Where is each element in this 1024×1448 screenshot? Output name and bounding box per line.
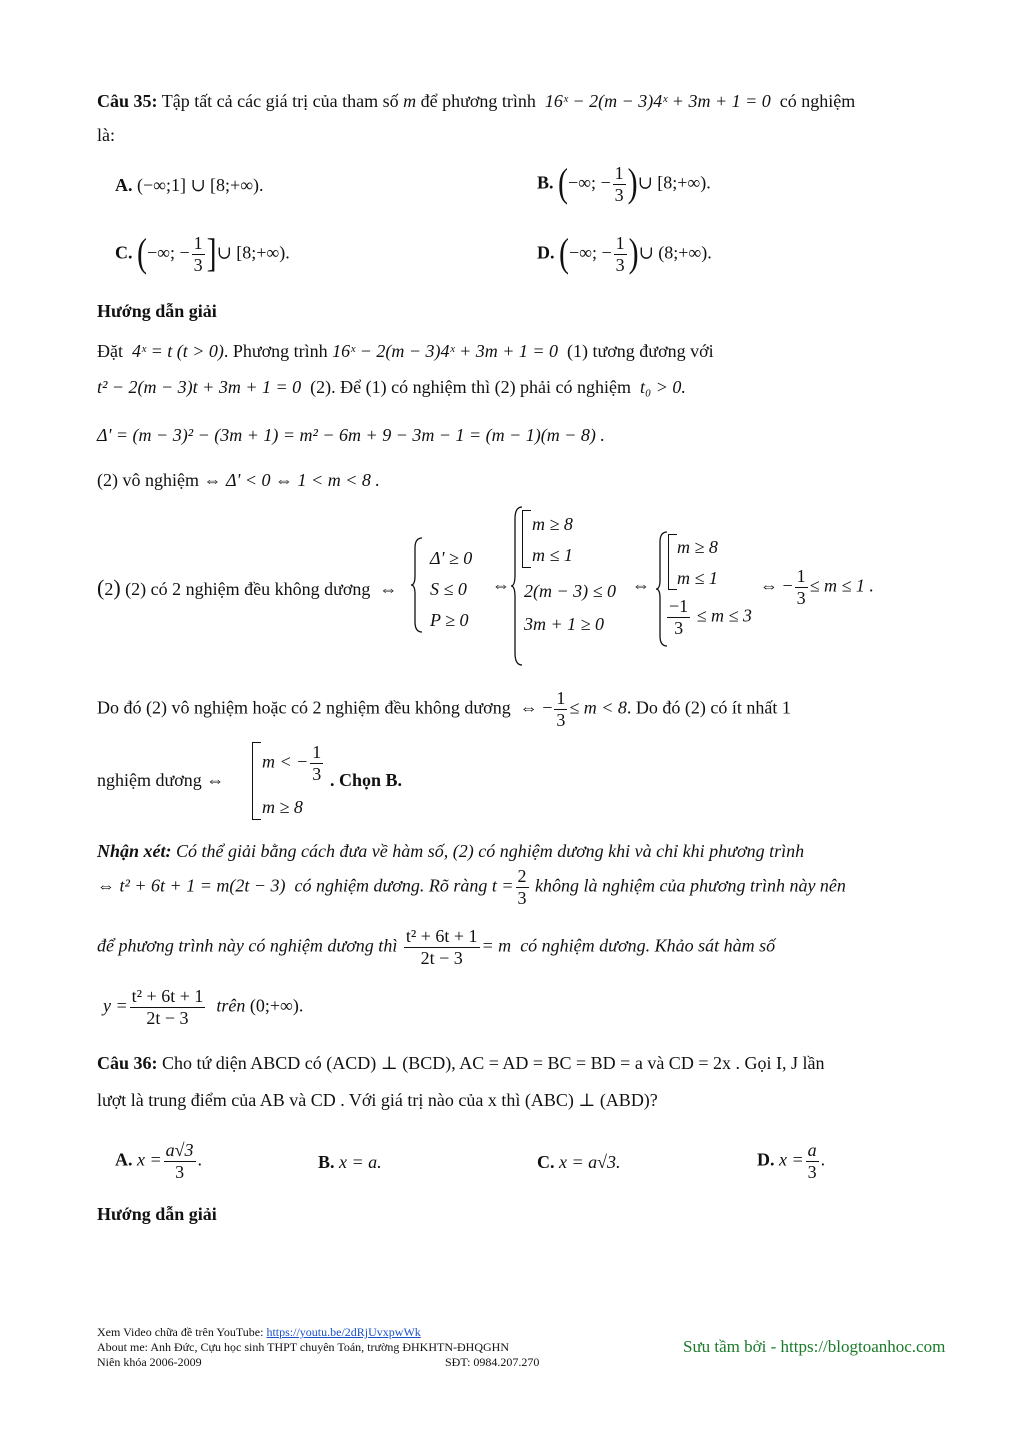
question-35-label: Câu 35: [97,91,158,111]
note-line-4: y = $\frac{\text{t² + 6t + 1}}{2t - 3}$ trên (0;+∞). [103,986,304,1028]
q36-option-b: B. x = a. [318,1152,382,1172]
question-35-line1: Câu 35: Tập tất cả các giá trị của tham số m để phương trình 16ˣ − 2(m − 3)4ˣ + 3m + 1 = 0 có nghiệm [97,91,856,111]
note-line-2: ⇔ t² + 6t + 1 = m(2t − 3) có nghiệm dương. Rõ ràng t = $\frac{2}{3}$ không là nghiệm của phương trình này nên [97,866,846,908]
solution-line-2: t² − 2(m − 3)t + 3m + 1 = 0 (2). Để (1) có nghiệm thì (2) phải có nghiệm t₀ > 0. [97,377,686,397]
footer-phone: SĐT: 0984.207.270 [445,1355,540,1369]
youtube-link[interactable]: https://youtu.be/2dRjUvxpwWk [266,1325,421,1339]
solution-line-4: (2) vô nghiệm ⇔ Δ' < 0 ⇔ 1 < m < 8 . [97,470,380,490]
solution-line-6: Do đó (2) vô nghiệm hoặc có 2 nghiệm đều không dương ⇔ − $\frac{1}{3}$ ≤ m < 8. Do đó (2) có ít nhất 1 [97,688,791,730]
q36-option-c: C. x = a√3. [537,1152,621,1172]
option-c: C. (−∞; − $\frac{1}{3}$ ]∪ [8;+∞). [115,231,290,276]
brace-1 [410,536,424,634]
answer-choice: . Chọn B. [330,770,403,790]
bracket-2 [522,510,531,568]
option-d: D. (−∞; − $\frac{1}{3}$ )∪ (8;+∞). [537,231,712,276]
system-2a: m ≥ 8 m ≤ 1 [532,514,573,565]
footer-about: About me: Anh Đức, Cựu học sinh THPT chuyên Toán, trường ĐHKHTN-ĐHQGHN [97,1340,509,1354]
system-3a: m ≥ 8 m ≤ 1 [677,537,718,588]
question-36-label: Câu 36: [97,1053,158,1073]
solution-heading-2: Hướng dẫn giải [97,1204,217,1224]
q36-option-a: A. x = $\frac{a√3}{3}$ . [115,1140,203,1182]
note-line-1: Nhận xét: Có thể giải bằng cách đưa về hàm số, (2) có nghiệm dương khi và chỉ khi phương trình [97,841,805,861]
note-label: Nhận xét: [97,841,172,861]
solution-line-7-lead: nghiệm dương ⇔ [97,770,225,790]
system-result: ⇔ − $\frac{1}{3}$ ≤ m ≤ 1 . [760,566,874,608]
arrow-2: ⇔ [492,575,510,595]
option-a: A. (−∞;1] ∪ [8;+∞). [115,175,264,195]
system-1: Δ' ≥ 0 S ≤ 0 P ≥ 0 [430,548,473,630]
solution-heading: Hướng dẫn giải [97,301,217,321]
solution-line-7-case2: m ≥ 8 [262,797,303,817]
system-3b: $\frac{-1}{3}$ ≤ m ≤ 3 [669,596,752,638]
question-35-equation: 16ˣ − 2(m − 3)4ˣ + 3m + 1 = 0 [544,91,771,111]
footer-video: Xem Video chữa đề trên YouTube: https://youtu.be/2dRjUvxpwWk [97,1325,421,1339]
bracket-7 [252,742,261,820]
solution-line-7-case1: m < − $\frac{1}{3}$ [262,742,322,784]
option-b: B. (−∞; − $\frac{1}{3}$ )∪ [8;+∞). [537,161,711,206]
bracket-3 [668,534,677,590]
question-35-line2: là: [97,125,115,145]
q36-option-d: D. x = $\frac{a}{3}$ . [757,1140,826,1182]
solution-line-1: Đặt 4ˣ = t (t > 0). Phương trình 16ˣ − 2(m − 3)4ˣ + 3m + 1 = 0 (1) tương đương với [97,341,714,361]
footer-credit: Sưu tầm bởi - https://blogtoanhoc.com [683,1337,946,1356]
system-2b: 2(m − 3) ≤ 0 3m + 1 ≥ 0 [524,581,617,634]
arrow-3: ⇔ [632,575,650,595]
note-line-3: để phương trình này có nghiệm dương thì $\frac{\text{t² + 6t + 1}}{2t - 3}$ = m có nghiệm dương. Khảo sát hàm số [97,926,776,968]
solution-line-5: (2) (2) có 2 nghiệm đều không dương ⇔ [97,575,398,600]
footer-year: Niên khóa 2006-2009 [97,1355,202,1369]
question-36-line1: Câu 36: Cho tứ diện ABCD có (ACD) ⊥ (BCD), AC = AD = BC = BD = a và CD = 2x . Gọi I, J lần [97,1053,825,1073]
solution-line-3: Δ' = (m − 3)² − (3m + 1) = m² − 6m + 9 − 3m − 1 = (m − 1)(m − 8) . [97,425,605,445]
question-36-line2: lượt là trung điểm của AB và CD . Với giá trị nào của x thì (ABC) ⊥ (ABD)? [97,1090,658,1110]
